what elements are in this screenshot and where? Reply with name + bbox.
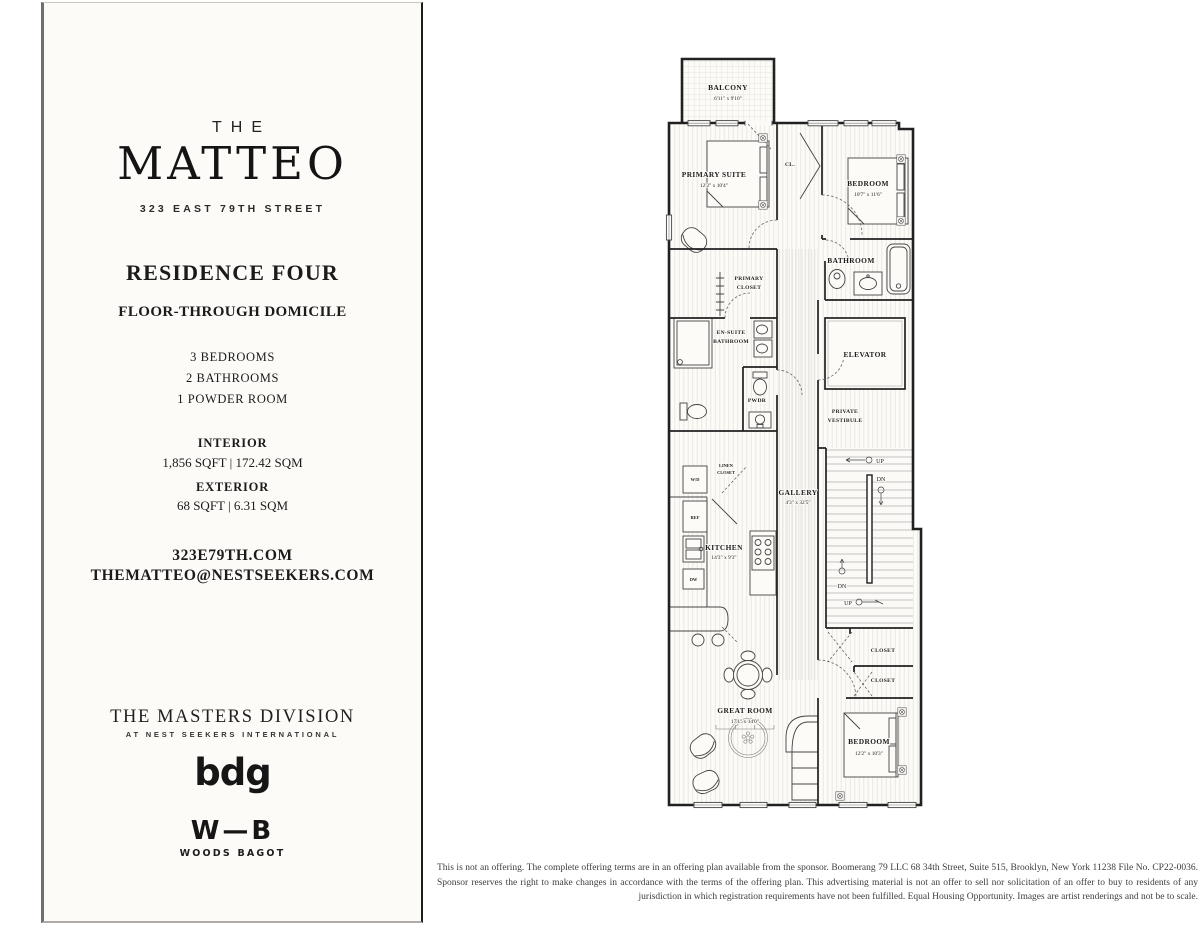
label-gallery: GALLERY <box>778 488 818 497</box>
label-linen-2: CLOSET <box>717 470 735 475</box>
label-bathroom: BATHROOM <box>827 256 875 265</box>
brand-name: MATTEO <box>117 137 348 190</box>
label-ref: REF <box>690 515 700 520</box>
label-primary-suite: PRIMARY SUITE <box>681 170 747 179</box>
feature-powder-room: 1 POWDER ROOM <box>177 392 288 406</box>
kitchen-island <box>750 531 776 595</box>
label-closet-a: CLOSET <box>870 648 896 654</box>
label-balcony: BALCONY <box>708 83 748 92</box>
label-vestibule-1: PRIVATE <box>831 409 859 415</box>
exterior-label: EXTERIOR <box>195 480 270 494</box>
residence-subtitle: FLOOR-THROUGH DOMICILE <box>118 304 347 320</box>
dims-balcony: 6'11" x 9'10" <box>714 96 742 102</box>
label-linen-1: LINEN <box>719 463 733 468</box>
label-primary-closet-2: CLOSET <box>736 285 762 291</box>
label-bedroom-top: BEDROOM <box>847 179 889 188</box>
label-wd: W/D <box>690 477 700 482</box>
label-kitchen: KITCHEN <box>705 543 743 552</box>
stair-dn-top-label: DN <box>876 477 886 483</box>
disclaimer: This is not an offering. The complete offering terms are in an offering plan available from the sponsor. Boomerang 79 LLC 68 34th Street, Suite 515, Brooklyn, New York 11238 File No. CP22-0036. Sponsor reserves the right to make changes in accordance with the terms of the offering plan. This advertising material is not an offer to sell nor solicitation of an offer to buy to residents of any jurisdiction in which registration requirements have not been fulfilled. Equal Housing Opportunity. Images are artist renderings and not be to scale. <box>437 863 1198 903</box>
label-bedroom-bottom: BEDROOM <box>848 737 890 746</box>
dims-bedroom-top: 10'7" x 11'6" <box>854 192 882 198</box>
exterior-value: 68 SQFT | 6.31 SQM <box>176 498 289 513</box>
bed-top-bedroom <box>848 158 908 224</box>
bar-stool <box>692 634 704 646</box>
brand-prefix: THE <box>212 119 271 136</box>
website-text: 323E79TH.COM <box>172 547 293 564</box>
email-text: THEMATTEO@NESTSEEKERS.COM <box>90 567 375 584</box>
bdg-logo: bdg <box>194 751 271 794</box>
label-dw: DW <box>689 577 698 582</box>
label-closet-b: CLOSET <box>870 678 896 684</box>
dims-great-room: 17'1" x 14'0" <box>731 719 759 725</box>
dims-kitchen: 14'3" x 9'3" <box>711 555 737 561</box>
label-vestibule-2: VESTIBULE <box>827 418 863 424</box>
masters-division-tagline: AT NEST SEEKERS INTERNATIONAL <box>125 730 340 739</box>
woods-bagot-logo: WOODS BAGOT <box>179 848 286 859</box>
label-pwdr: PWDR <box>747 398 767 404</box>
label-ensuite-1: EN-SUITE <box>716 330 746 336</box>
bar-stool <box>712 634 724 646</box>
masters-division-logo: THE MASTERS DIVISION <box>110 707 355 727</box>
brand-address: 323 EAST 79TH STREET <box>139 203 326 215</box>
feature-bedrooms: 3 BEDROOMS <box>190 350 275 364</box>
woods-bagot-mark: W—B <box>190 816 275 846</box>
stair-dn-bottom-label: DN <box>837 584 847 590</box>
feature-bathrooms: 2 BATHROOMS <box>185 371 280 385</box>
label-primary-closet-1: PRIMARY <box>734 276 764 282</box>
dims-bedroom-bottom: 12'2" x 10'3" <box>855 751 883 757</box>
label-great-room: GREAT ROOM <box>717 706 773 715</box>
residence-title: RESIDENCE FOUR <box>126 260 339 285</box>
interior-value: 1,856 SQFT | 172.42 SQM <box>162 455 303 470</box>
floor-plan <box>650 50 940 820</box>
stair-up-bottom-label: UP <box>844 601 852 607</box>
dims-gallery: 4'3" x 32'5" <box>785 500 811 506</box>
dims-primary-suite: 12'2" x 10'4" <box>700 183 728 189</box>
stair-up-top-label: UP <box>876 459 884 465</box>
interior-label: INTERIOR <box>197 436 268 450</box>
label-ensuite-2: BATHROOM <box>713 339 749 345</box>
kitchen-sink <box>683 536 704 562</box>
info-panel <box>41 2 423 923</box>
label-elevator: ELEVATOR <box>843 350 887 359</box>
label-cl: CL. <box>784 162 796 168</box>
